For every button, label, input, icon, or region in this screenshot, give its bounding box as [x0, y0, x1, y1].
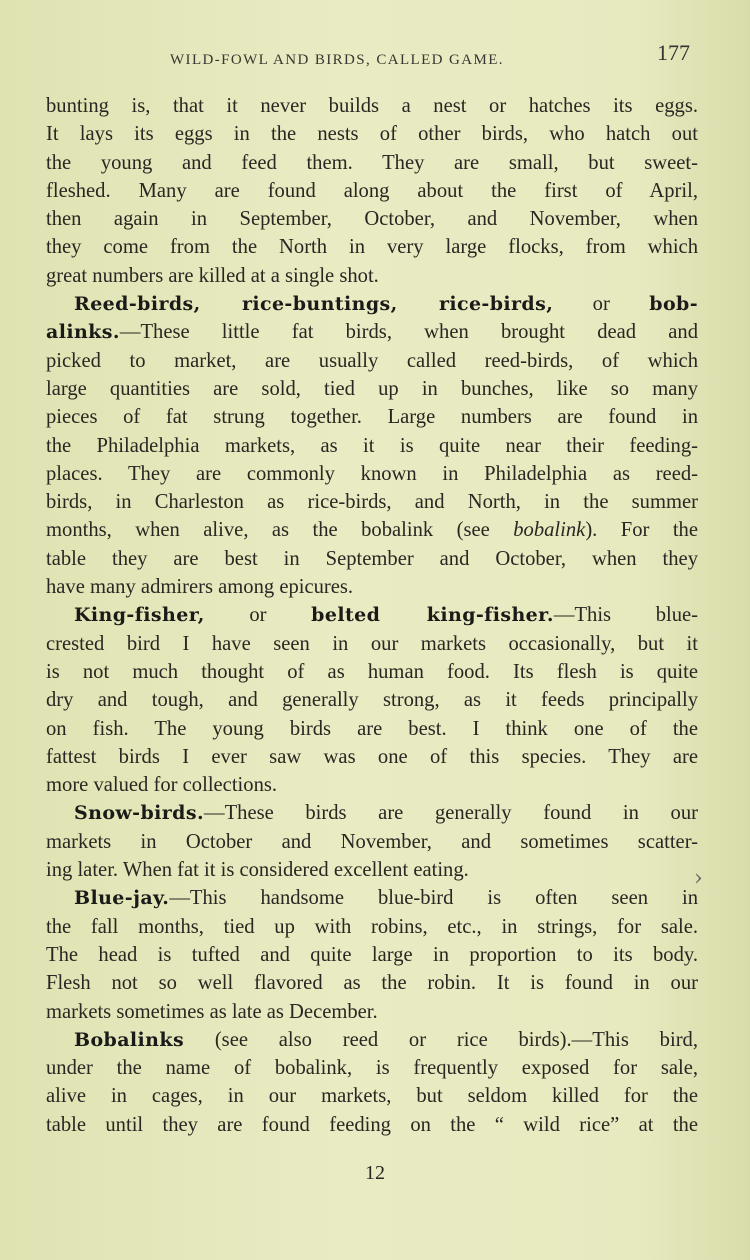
text-line [46, 913, 698, 941]
text-line [46, 290, 698, 318]
text-line [46, 177, 698, 205]
italic-reference: bobalink [513, 519, 586, 542]
text-line [46, 828, 698, 856]
text-run: crested bird I have seen in our markets occasionally, but it [46, 632, 698, 655]
text-run: places. They are commonly known in Philadelphia as reed- [46, 462, 698, 485]
text-line [46, 573, 698, 601]
entry-heading: Bobalinks [74, 1028, 185, 1051]
text-line [46, 658, 698, 686]
text-line [46, 432, 698, 460]
text-line [46, 715, 698, 743]
text-line [46, 799, 698, 827]
text-line [46, 998, 698, 1026]
text-run: fleshed. Many are found along about the first of April, [46, 179, 698, 202]
text-run: It lays its eggs in the nests of other birds, who hatch out [46, 123, 698, 146]
text-run: —This blue- [553, 604, 699, 627]
text-run: fattest birds I ever saw was one of this species. They are [46, 745, 698, 768]
text-run: The head is tufted and quite large in proportion to its body. [46, 943, 698, 966]
text-line [46, 149, 698, 177]
running-head [170, 40, 690, 74]
text-line [46, 856, 698, 884]
running-title: WILD-FOWL AND BIRDS, CALLED GAME. [170, 52, 504, 68]
text-run: have many admirers among epicures. [46, 576, 354, 599]
text-line [46, 403, 698, 431]
text-line [46, 120, 698, 148]
text-line [46, 601, 698, 629]
entry-heading: King-fisher, [74, 604, 205, 627]
text-run: (see also reed or rice birds).—This bird, [184, 1028, 698, 1051]
margin-mark: › [694, 866, 703, 891]
text-run: then again in September, October, and November, when [46, 208, 698, 231]
entry-heading: Reed-birds, rice-buntings, rice-birds, [74, 293, 554, 316]
text-line [46, 1054, 698, 1082]
text-run: —These little fat birds, when brought dead and [119, 321, 698, 344]
text-line [46, 318, 698, 346]
text-run: alive in cages, in our markets, but seldom killed for the [46, 1085, 698, 1108]
text-run: the Philadelphia markets, as it is quite near their feeding- [46, 434, 698, 457]
text-run: bunting is, that it never builds a nest or hatches its eggs. [46, 95, 698, 117]
entry-heading: belted king-fisher. [311, 604, 554, 627]
text-run: great numbers are killed at a single shot. [46, 264, 379, 287]
text-line [46, 460, 698, 488]
text-line [46, 488, 698, 516]
text-run: birds, in Charleston as rice-birds, and North, in the summer [46, 491, 698, 514]
text-line [46, 347, 698, 375]
text-line [46, 1026, 698, 1054]
text-run: the young and feed them. They are small, but sweet- [46, 151, 698, 174]
text-run: large quantities are sold, tied up in bunches, like so many [46, 377, 698, 400]
text-run: —This handsome blue-bird is often seen in [169, 887, 698, 910]
entry-heading: bob- [649, 293, 698, 316]
entry-heading: Blue-jay. [74, 887, 170, 910]
text-run: ). For the [585, 519, 698, 542]
text-run: is not much thought of as human food. Its flesh is quite [46, 660, 698, 683]
text-line [46, 205, 698, 233]
text-run: pieces of fat strung together. Large numbers are found in [46, 406, 698, 429]
text-run: —These birds are generally found in our [203, 802, 698, 825]
text-line [46, 969, 698, 997]
text-line [46, 771, 698, 799]
text-run: markets in October and November, and sometimes scatter- [46, 830, 698, 853]
text-line [46, 92, 698, 120]
signature-mark: 12 [365, 1162, 385, 1184]
entry-heading: alinks. [46, 321, 120, 344]
entry-heading: Snow-birds. [74, 802, 204, 825]
text-run: or [204, 604, 312, 627]
text-line [46, 630, 698, 658]
text-run: table until they are found feeding on the “ wild rice” at the [46, 1113, 698, 1136]
text-run: the fall months, tied up with robins, etc., in strings, for sale. [46, 915, 698, 938]
text-line [46, 1082, 698, 1110]
text-run: more valued for collections. [46, 774, 278, 797]
text-run: markets sometimes as late as December. [46, 1000, 378, 1023]
text-line [46, 516, 698, 544]
text-line [46, 884, 698, 912]
text-line [46, 1111, 698, 1139]
text-line [46, 233, 698, 261]
text-run: on fish. The young birds are best. I think one of the [46, 717, 698, 740]
text-line [46, 686, 698, 714]
body-text [46, 92, 698, 1139]
text-run: ing later. When fat it is considered excellent eating. [46, 859, 469, 882]
text-run: dry and tough, and generally strong, as it feeds principally [46, 689, 698, 712]
text-line [46, 375, 698, 403]
text-run: picked to market, are usually called reed-birds, of which [46, 349, 698, 372]
text-line [46, 262, 698, 290]
text-run: table they are best in September and October, when they [46, 547, 698, 570]
text-run: they come from the North in very large flocks, from which [46, 236, 698, 259]
text-run: Flesh not so well flavored as the robin. It is found in our [46, 972, 698, 995]
text-run: or [553, 293, 650, 316]
page-number: 177 [657, 40, 690, 65]
text-line [46, 743, 698, 771]
text-run: under the name of bobalink, is frequently exposed for sale, [46, 1057, 698, 1080]
text-run: months, when alive, as the bobalink (see [46, 519, 514, 542]
text-line [46, 941, 698, 969]
text-line [46, 545, 698, 573]
